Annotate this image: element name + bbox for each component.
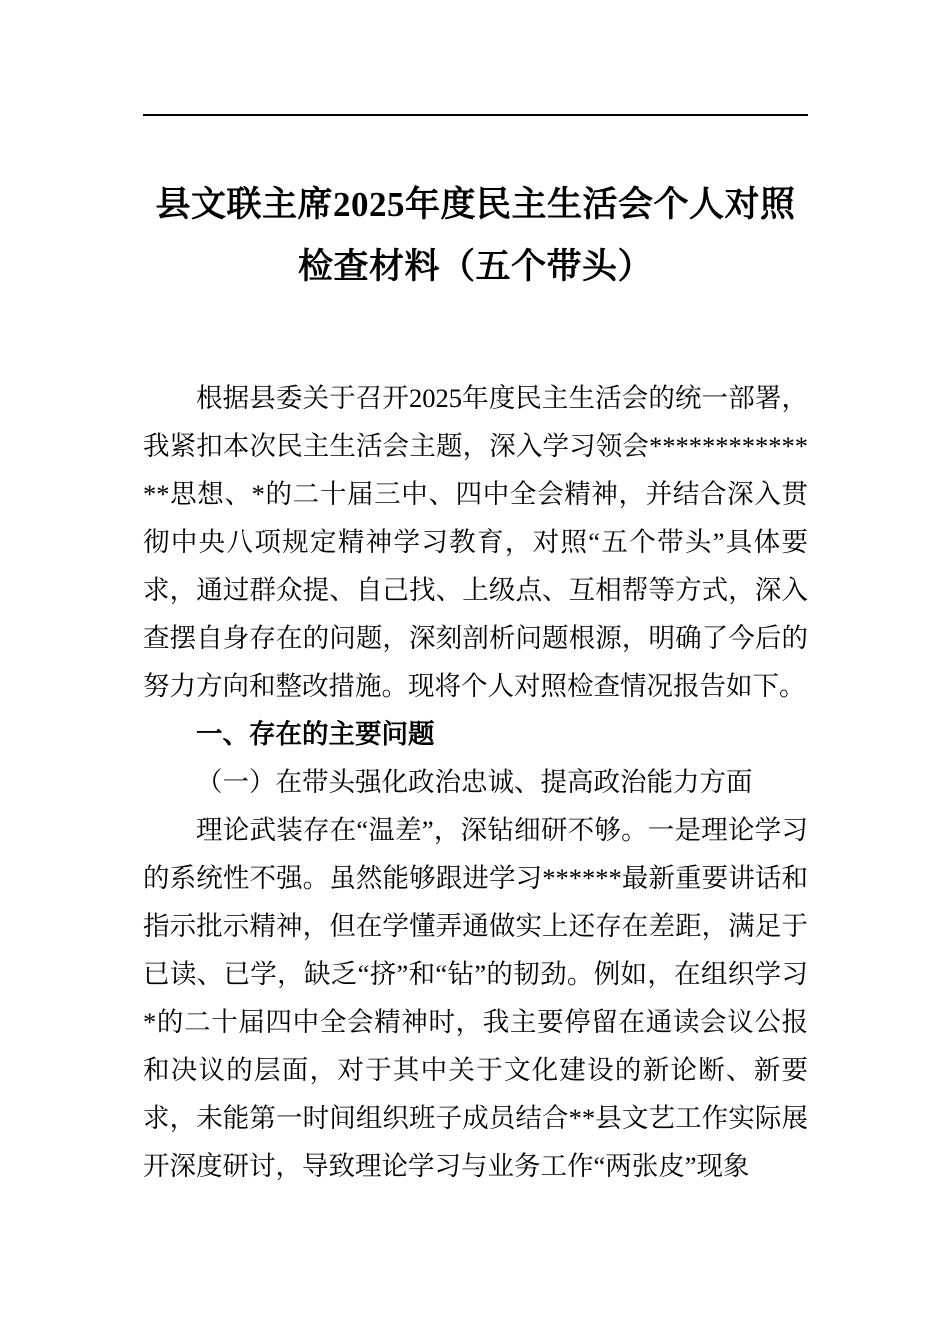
page-title-line-2: 检查材料（五个带头）: [297, 247, 653, 286]
subsection-paragraph-political-loyalty: 理论武装存在“温差”，深钻细研不够。一是理论学习的系统性不强。虽然能够跟进学习******最新重要讲话和指示批示精神，但在学懂弄通做实上还存在差距，满足于已读、已学，缺乏“挤”和“钻”的韧劲。例如，在组织学习*的二十届四中全会精神时，我主要停留在通读会议公报和决议的层面，对于其中关于文化建设的新论断、新要求，未能第一时间组织班子成员结合**县文艺工作实际展开深度研讨，导致理论学习与业务工作“两张皮”现象: [143, 815, 808, 1181]
page-title-line-1: 县文联主席2025年度民主生活会个人对照: [155, 185, 796, 224]
page-header-band: [0, 0, 950, 116]
intro-paragraph: 根据县委关于召开2025年度民主生活会的统一部署，我紧扣本次民主生活会主题，深入学习领会**************思想、*的二十届三中、四中全会精神，并结合深入贯彻中央八项规定精神学习教育，对照“五个带头”具体要求，通过群众提、自己找、上级点、互相帮等方式，深入查摆自身存在的问题，深刻剖析问题根源，明确了今后的努力方向和整改措施。现将个人对照检查情况报告如下。: [143, 383, 808, 701]
page-title: [143, 116, 808, 298]
section-heading-main-problems: 一、存在的主要问题: [196, 719, 435, 749]
title-body-spacer: [143, 298, 808, 374]
subsection-heading-political-loyalty: （一）在带头强化政治忠诚、提高政治能力方面: [196, 767, 753, 797]
document-content: [143, 116, 808, 1190]
